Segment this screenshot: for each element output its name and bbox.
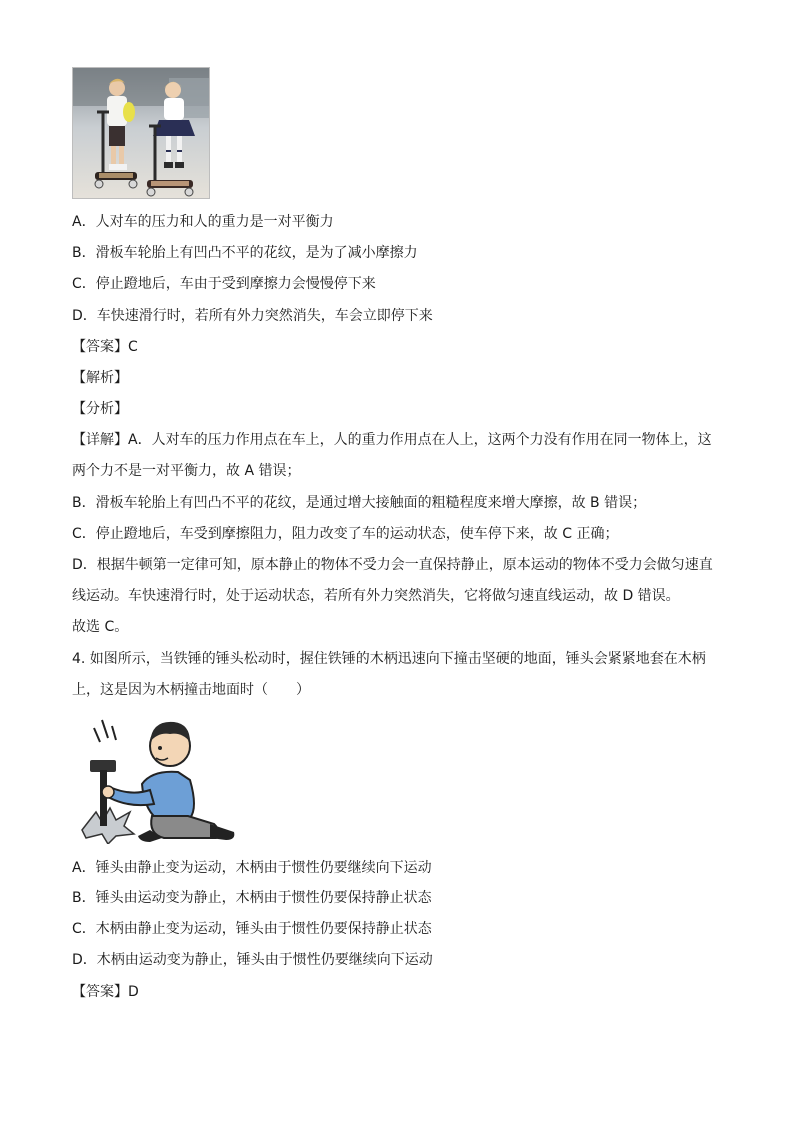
q3-option-a: A．人对车的压力和人的重力是一对平衡力 [72, 214, 334, 230]
q3-detail-d-line-1: D．根据牛顿第一定律可知，原本静止的物体不受力会一直保持静止，原本运动的物体不受力会做匀速直 [72, 557, 713, 573]
scooter-photo [72, 67, 210, 199]
q4-stem-line-2: 上，这是因为木柄撞击地面时（ ） [72, 682, 310, 698]
q4-option-c: C．木柄由静止变为运动，锤头由于惯性仍要保持静止状态 [72, 921, 432, 937]
q3-detail-line-2: 两个力不是一对平衡力，故 A 错误； [72, 463, 301, 479]
q3-conclusion: 故选 C。 [72, 619, 129, 635]
q4-stem-line-1: 4. 如图所示，当铁锤的锤头松动时，握住铁锤的木柄迅速向下撞击坚硬的地面，锤头会紧紧地套在木柄 [72, 651, 706, 667]
q3-detail-b: B．滑板车轮胎上有凹凸不平的花纹，是通过增大接触面的粗糙程度来增大摩擦，故 B 错误； [72, 495, 647, 511]
man-hammer-drawing [78, 712, 238, 844]
q4-option-b: B．锤头由运动变为静止，木柄由于惯性仍要保持静止状态 [72, 890, 432, 906]
q3-analysis-heading: 【解析】 [72, 370, 128, 386]
q4-option-a: A．锤头由静止变为运动，木柄由于惯性仍要继续向下运动 [72, 860, 432, 876]
q3-detail-line-1: 【详解】A．人对车的压力作用点在车上，人的重力作用点在人上，这两个力没有作用在同一物体上，这 [72, 432, 712, 448]
hammer-illustration [78, 712, 238, 844]
q3-option-d: D．车快速滑行时，若所有外力突然消失，车会立即停下来 [72, 308, 433, 324]
q3-option-c: C．停止蹬地后，车由于受到摩擦力会慢慢停下来 [72, 276, 376, 292]
q3-option-b: B．滑板车轮胎上有凹凸不平的花纹，是为了减小摩擦力 [72, 245, 418, 261]
q3-answer: 【答案】C [72, 339, 138, 355]
q3-detail-d-line-2: 线运动。车快速滑行时，处于运动状态，若所有外力突然消失，它将做匀速直线运动，故 D 错误。 [72, 588, 680, 604]
q4-option-d: D．木柄由运动变为静止，锤头由于惯性仍要继续向下运动 [72, 952, 433, 968]
q4-answer: 【答案】D [72, 984, 139, 1000]
q3-fenxi-heading: 【分析】 [72, 401, 128, 417]
q3-detail-c: C．停止蹬地后，车受到摩擦阻力，阻力改变了车的运动状态，使车停下来，故 C 正确； [72, 526, 619, 542]
scooter-children-illustration [73, 68, 210, 199]
